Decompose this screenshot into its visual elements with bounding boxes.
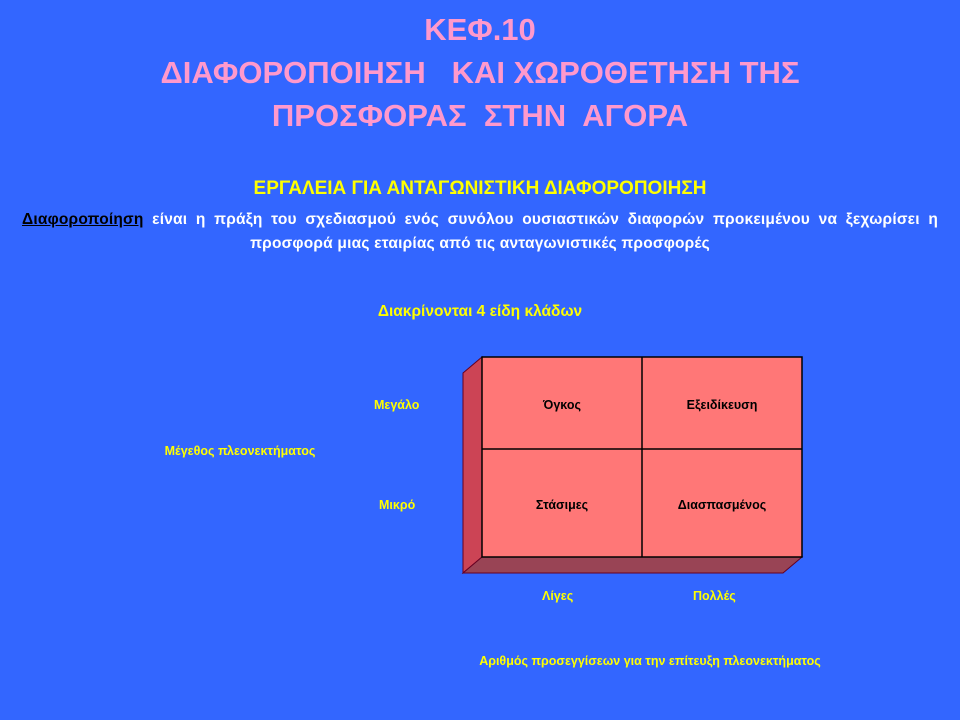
matrix-side-face xyxy=(463,357,482,573)
x-level-few: Λίγες xyxy=(542,589,574,603)
definition-paragraph xyxy=(22,208,938,256)
y-level-small: Μικρό xyxy=(379,498,416,512)
slide-title xyxy=(0,8,960,137)
title-line-2: ΔΙΑΦΟΡΟΠΟΙΗΣΗ ΚΑΙ ΧΩΡΟΘΕΤΗΣΗ ΤΗΣ xyxy=(160,55,800,90)
definition-text: είναι η πράξη του σχεδιασμού ενός συνόλου ουσιαστικών διαφορών προκειμένου να ξεχωρίσει η προσφορά μιας εταιρίας από τις ανταγωνιστικές προσφορές xyxy=(143,211,938,252)
kinds-heading: Διακρίνονται 4 είδη κλάδων xyxy=(377,303,583,320)
title-line-3: ΠΡΟΣΦΟΡΑΣ ΣΤΗΝ ΑΓΟΡΑ xyxy=(271,98,689,133)
cell-bottom-right: Διασπασμένος xyxy=(677,498,767,512)
title-line-1: ΚΕΦ.10 xyxy=(424,12,536,47)
x-level-many: Πολλές xyxy=(693,589,736,603)
section-subtitle: ΕΡΓΑΛΕΙΑ ΓΙΑ ΑΝΤΑΓΩΝΙΣΤΙΚΗ ΔΙΑΦΟΡΟΠΟΙΗΣΗ xyxy=(253,178,707,199)
matrix-3d-box xyxy=(460,355,805,577)
x-axis-title: Αριθμός προσεγγίσεων για την επίτευξη πλεονεκτήματος xyxy=(479,654,821,668)
definition-term: Διαφοροποίηση xyxy=(22,211,144,228)
y-level-large: Μεγάλο xyxy=(374,398,420,412)
y-axis-title: Μέγεθος πλεονεκτήματος xyxy=(164,444,316,458)
cell-top-right: Εξειδίκευση xyxy=(686,398,758,412)
cell-bottom-left: Στάσιμες xyxy=(535,498,589,512)
cell-top-left: Όγκος xyxy=(543,398,581,412)
matrix-bottom-face xyxy=(463,557,802,573)
